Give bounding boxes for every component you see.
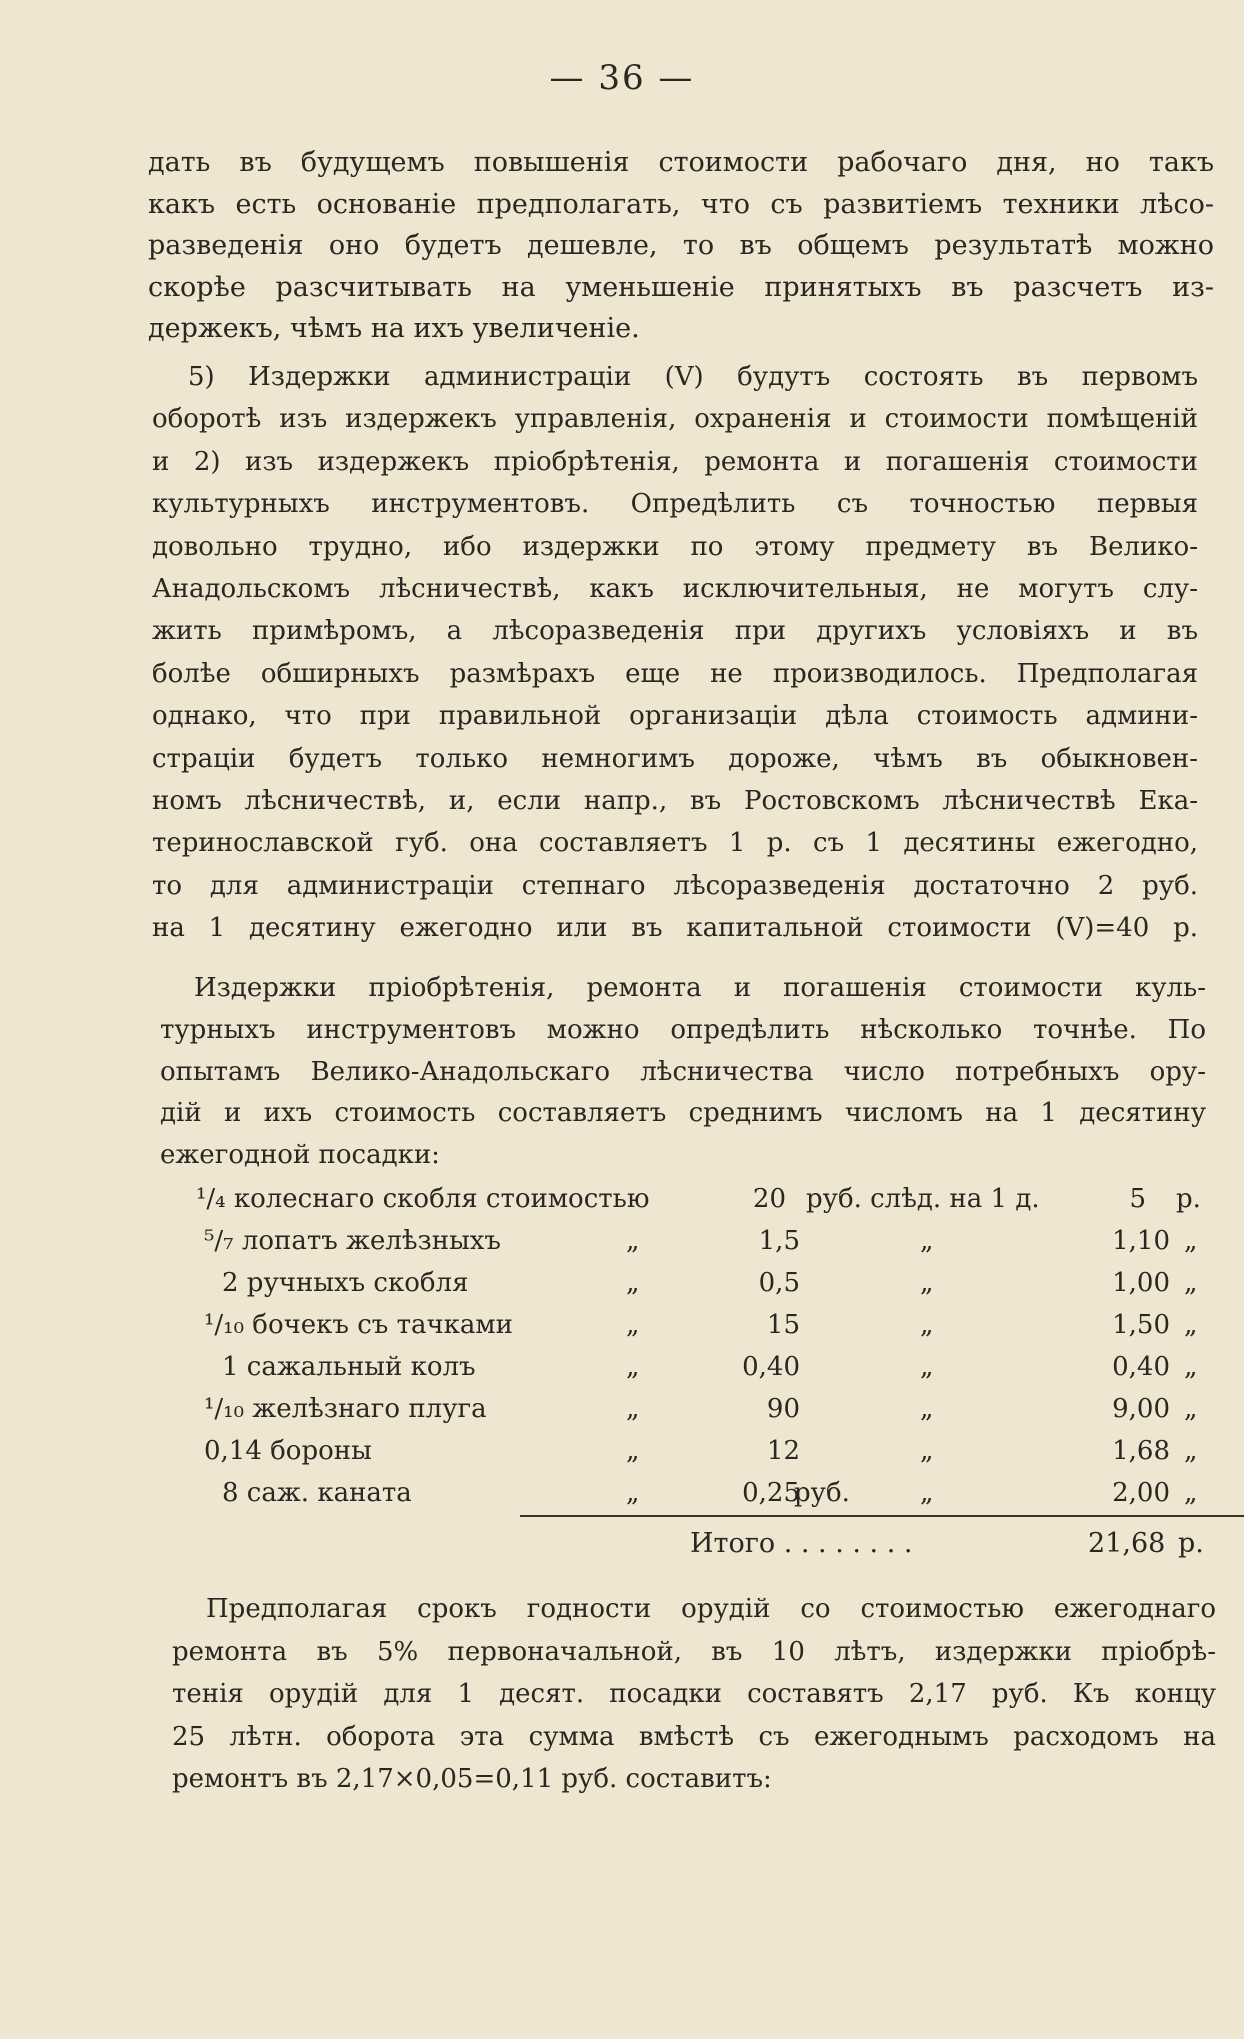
- paragraph-3: [160, 968, 1206, 1177]
- table-row: [0, 1226, 1244, 1266]
- unit-price: 90: [766, 1394, 800, 1424]
- text-line: оборотѣ изъ издержекъ управленія, охраненія и стоимости помѣщеній: [152, 404, 1198, 435]
- amount: 2,00: [1112, 1478, 1170, 1508]
- amount-unit: „: [1184, 1394, 1198, 1424]
- ditto-mark: „: [626, 1226, 640, 1256]
- text-line: то для администраціи степнаго лѣсоразведенія достаточно 2 руб.: [152, 870, 1198, 901]
- ditto-mark: „: [920, 1478, 934, 1508]
- item-name: 0,14 бороны: [204, 1436, 372, 1466]
- paragraph-1: [148, 142, 1214, 350]
- text-line: жить примѣромъ, а лѣсоразведенія при другихъ условіяхъ и въ: [152, 616, 1198, 647]
- text-line: какъ есть основаніе предполагать, что съ развитіемъ техники лѣсо-: [148, 188, 1214, 220]
- text-line: ремонтъ въ 2,17×0,05=0,11 руб. составитъ:: [172, 1764, 772, 1795]
- page-number: — 36 —: [549, 58, 695, 98]
- table-row: [0, 1310, 1244, 1350]
- total-rule: [520, 1515, 1244, 1517]
- text-line: болѣе обширныхъ размѣрахъ еще не производилось. Предполагая: [152, 658, 1198, 689]
- text-line: турныхъ инструментовъ можно опредѣлить нѣсколько точнѣе. По: [160, 1014, 1206, 1045]
- amount-unit: „: [1184, 1478, 1198, 1508]
- amount-unit: „: [1184, 1268, 1198, 1298]
- text-line: 5) Издержки администраціи (V) будутъ состоять въ первомъ: [188, 362, 1198, 392]
- unit-price: 20: [752, 1184, 786, 1214]
- item-name: ¹/₄ колеснаго скобля стоимостью: [196, 1184, 650, 1214]
- text-line: ремонта въ 5% первоначальной, въ 10 лѣтъ, издержки пріобрѣ-: [172, 1636, 1216, 1667]
- table-row: [0, 1352, 1244, 1392]
- amount: 1,68: [1112, 1436, 1170, 1466]
- unit-price: 0,5: [758, 1268, 800, 1298]
- text-line: однако, что при правильной организаціи дѣла стоимость админи-: [152, 701, 1198, 732]
- ditto-mark: „: [626, 1478, 640, 1508]
- text-line: 25 лѣтн. оборота эта сумма вмѣстѣ съ ежегоднымъ расходомъ на: [172, 1721, 1216, 1752]
- ditto-mark: „: [920, 1352, 934, 1382]
- text-line: номъ лѣсничествѣ, и, если напр., въ Ростовскомъ лѣсничествѣ Ека-: [152, 786, 1198, 817]
- amount: 0,40: [1112, 1352, 1170, 1382]
- table-row: [0, 1184, 1244, 1224]
- text-line: держекъ, чѣмъ на ихъ увеличеніе.: [148, 313, 640, 345]
- ditto-mark: „: [626, 1310, 640, 1340]
- total-value: 21,68: [1088, 1528, 1166, 1559]
- text-line: скорѣе разсчитывать на уменьшеніе принятыхъ въ разсчетъ из-: [148, 271, 1214, 303]
- text-line: Анадольскомъ лѣсничествѣ, какъ исключительныя, не могутъ слу-: [152, 574, 1198, 605]
- ditto-mark: „: [626, 1394, 640, 1424]
- amount: 1,00: [1112, 1268, 1170, 1298]
- text-line: и 2) изъ издержекъ пріобрѣтенія, ремонта и погашенія стоимости: [152, 446, 1198, 477]
- unit-text: руб.: [794, 1478, 850, 1508]
- amount-unit: „: [1184, 1352, 1198, 1382]
- unit-price: 12: [766, 1436, 800, 1466]
- ditto-mark: „: [920, 1226, 934, 1256]
- total-unit: р.: [1178, 1528, 1204, 1559]
- text-line: дать въ будущемъ повышенія стоимости рабочаго дня, но такъ: [148, 147, 1214, 178]
- text-line: теринославской губ. она составляетъ 1 р. съ 1 десятины ежегодно,: [152, 828, 1198, 859]
- text-line: ежегодной посадки:: [160, 1140, 440, 1171]
- text-line: на 1 десятину ежегодно или въ капитальной стоимости (V)=40 р.: [152, 913, 1198, 944]
- unit-price: 15: [766, 1310, 800, 1340]
- item-name: 8 саж. каната: [222, 1478, 412, 1508]
- amount-unit: „: [1184, 1436, 1198, 1466]
- unit-text: руб. слѣд. на 1 д.: [806, 1184, 1040, 1214]
- item-name: ¹/₁₀ желѣзнаго плуга: [204, 1394, 487, 1424]
- amount: 1,10: [1112, 1226, 1170, 1256]
- amount-unit: р.: [1176, 1184, 1201, 1214]
- item-name: 1 сажальный колъ: [222, 1352, 476, 1382]
- ditto-mark: „: [920, 1268, 934, 1298]
- paragraph-2: [152, 356, 1198, 950]
- text-line: довольно трудно, ибо издержки по этому предмету въ Велико-: [152, 531, 1198, 562]
- text-line: разведенія оно будетъ дешевле, то въ общемъ результатѣ можно: [148, 230, 1214, 262]
- text-line: Предполагая срокъ годности орудій со стоимостью ежегоднаго: [206, 1594, 1216, 1624]
- amount: 9,00: [1112, 1394, 1170, 1424]
- amount-unit: „: [1184, 1226, 1198, 1256]
- text-line: опытамъ Велико-Анадольскаго лѣсничества число потребныхъ ору-: [160, 1056, 1206, 1087]
- ditto-mark: „: [626, 1268, 640, 1298]
- total-label: Итого . . . . . . . .: [690, 1528, 913, 1559]
- amount: 1,50: [1112, 1310, 1170, 1340]
- item-name: ⁵/₇ лопатъ желѣзныхъ: [204, 1226, 501, 1256]
- unit-price: 0,40: [742, 1352, 800, 1382]
- unit-price: 1,5: [758, 1226, 800, 1256]
- table-row: [0, 1436, 1244, 1476]
- item-name: 2 ручныхъ скобля: [222, 1268, 469, 1298]
- ditto-mark: „: [626, 1436, 640, 1466]
- amount: 5: [1129, 1184, 1146, 1214]
- unit-price: 0,25: [742, 1478, 800, 1508]
- amount-unit: „: [1184, 1310, 1198, 1340]
- ditto-mark: „: [920, 1394, 934, 1424]
- text-line: дій и ихъ стоимость составляетъ среднимъ числомъ на 1 десятину: [160, 1098, 1206, 1129]
- paragraph-4: [172, 1588, 1216, 1801]
- ditto-mark: „: [920, 1436, 934, 1466]
- table-row: [0, 1394, 1244, 1434]
- ditto-mark: „: [626, 1352, 640, 1382]
- ditto-mark: „: [920, 1310, 934, 1340]
- text-line: страціи будетъ только немногимъ дороже, чѣмъ въ обыкновен-: [152, 743, 1198, 774]
- text-line: Издержки пріобрѣтенія, ремонта и погашенія стоимости куль-: [194, 973, 1206, 1003]
- text-line: тенія орудій для 1 десят. посадки составятъ 2,17 руб. Къ концу: [172, 1679, 1216, 1710]
- text-line: культурныхъ инструментовъ. Опредѣлить съ точностью первыя: [152, 489, 1198, 520]
- item-name: ¹/₁₀ бочекъ съ тачками: [204, 1310, 513, 1340]
- table-row: [0, 1268, 1244, 1308]
- table-row: [0, 1478, 1244, 1518]
